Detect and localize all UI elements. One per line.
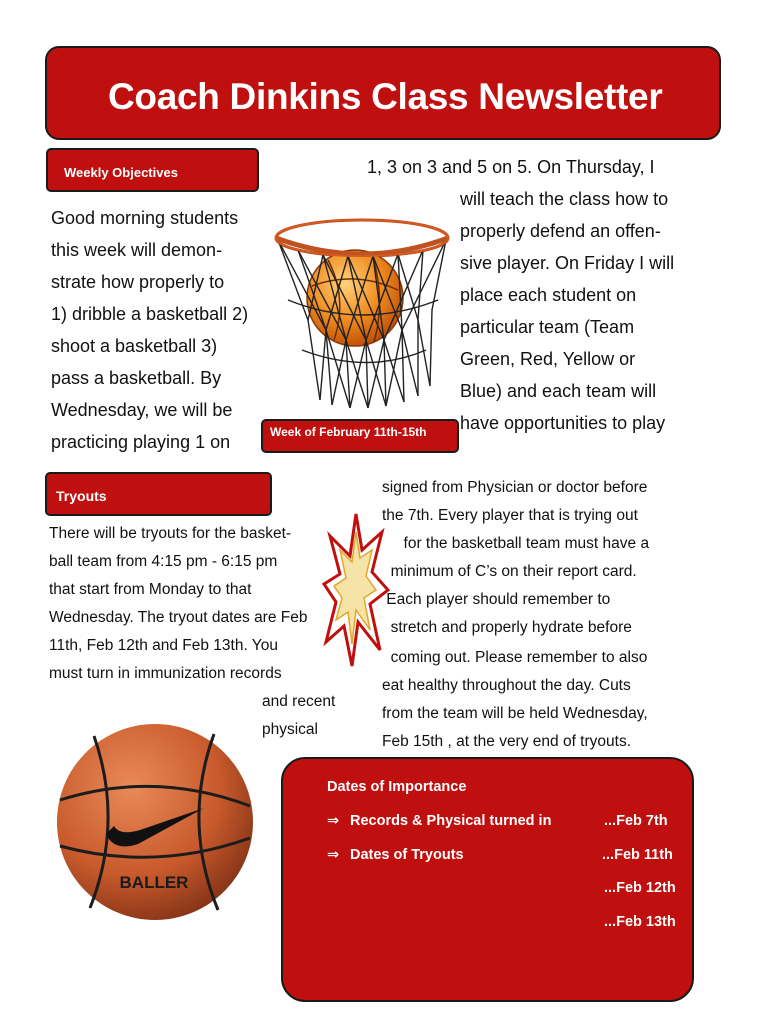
text-line: properly defend an offen- bbox=[460, 221, 661, 241]
text-line: will teach the class how to bbox=[460, 189, 669, 209]
text-line: minimum of C’s on their report card. bbox=[382, 563, 637, 580]
text-line: shoot a basketball 3) bbox=[51, 336, 218, 356]
text-line: signed from Physician or doctor before bbox=[382, 479, 648, 496]
week-dates-label: Week of February 11th-15th bbox=[270, 425, 427, 439]
arrow-bullet-icon: ⇒ bbox=[327, 813, 340, 829]
text-line: from the team will be held Wednesday, bbox=[382, 705, 648, 722]
text-line: coming out. Please remember to also bbox=[382, 649, 648, 666]
starburst-icon bbox=[322, 510, 390, 670]
basketball-icon bbox=[54, 722, 256, 922]
text-line: the 7th. Every player that is trying out bbox=[382, 507, 638, 524]
text-line: stretch and properly hydrate before bbox=[382, 619, 632, 636]
text-line: 1, 3 on 3 and 5 on 5. On Thursday, I bbox=[367, 157, 655, 177]
text-line: place each student on bbox=[460, 285, 637, 305]
text-line: particular team (Team bbox=[460, 317, 635, 337]
text-line: sive player. On Friday I will bbox=[460, 253, 675, 273]
date-item-label: Records & Physical turned in bbox=[350, 813, 552, 829]
text-line: this week will demon- bbox=[51, 240, 223, 260]
text-line: strate how properly to bbox=[51, 272, 225, 292]
newsletter-title: Coach Dinkins Class Newsletter bbox=[108, 76, 663, 117]
text-line: eat healthy throughout the day. Cuts bbox=[382, 677, 631, 694]
arrow-bullet-icon: ⇒ bbox=[327, 847, 340, 863]
text-line: and recent bbox=[262, 693, 336, 710]
text-line: pass a basketball. By bbox=[51, 368, 222, 388]
date-item-label: Dates of Tryouts bbox=[350, 847, 464, 863]
text-line: that start from Monday to that bbox=[49, 581, 252, 598]
dates-heading: Dates of Importance bbox=[327, 779, 467, 795]
text-line: Wednesday. The tryout dates are Feb bbox=[49, 609, 308, 626]
text-line: must turn in immunization records bbox=[49, 665, 282, 682]
basketball-hoop-icon bbox=[268, 200, 460, 410]
text-line: Wednesday, we will be bbox=[51, 400, 233, 420]
text-line: 1) dribble a basketball 2) bbox=[51, 304, 249, 324]
date-item-date: ...Feb 11th bbox=[602, 847, 673, 863]
text-line: Green, Red, Yellow or bbox=[460, 349, 636, 369]
text-line: There will be tryouts for the basket- bbox=[49, 525, 292, 542]
ball-brand-text: BALLER bbox=[119, 873, 189, 892]
text-line: for the basketball team must have a bbox=[382, 535, 650, 552]
date-item-date: ...Feb 13th bbox=[604, 914, 676, 930]
text-line: physical bbox=[262, 721, 318, 738]
date-item-date: ...Feb 7th bbox=[604, 813, 668, 829]
text-line: have opportunities to play bbox=[460, 413, 666, 433]
date-item-date: ...Feb 12th bbox=[604, 880, 676, 896]
weekly-objectives-label: Weekly Objectives bbox=[64, 165, 178, 180]
text-line: Feb 15th , at the very end of tryouts. bbox=[382, 733, 631, 750]
text-line: ball team from 4:15 pm - 6:15 pm bbox=[49, 553, 278, 570]
text-line: Good morning students bbox=[51, 208, 239, 228]
tryouts-label: Tryouts bbox=[56, 488, 107, 504]
text-line: Blue) and each team will bbox=[460, 381, 657, 401]
text-line: practicing playing 1 on bbox=[51, 432, 231, 452]
text-line: 11th, Feb 12th and Feb 13th. You bbox=[49, 637, 278, 654]
text-line: Each player should remember to bbox=[382, 591, 611, 608]
